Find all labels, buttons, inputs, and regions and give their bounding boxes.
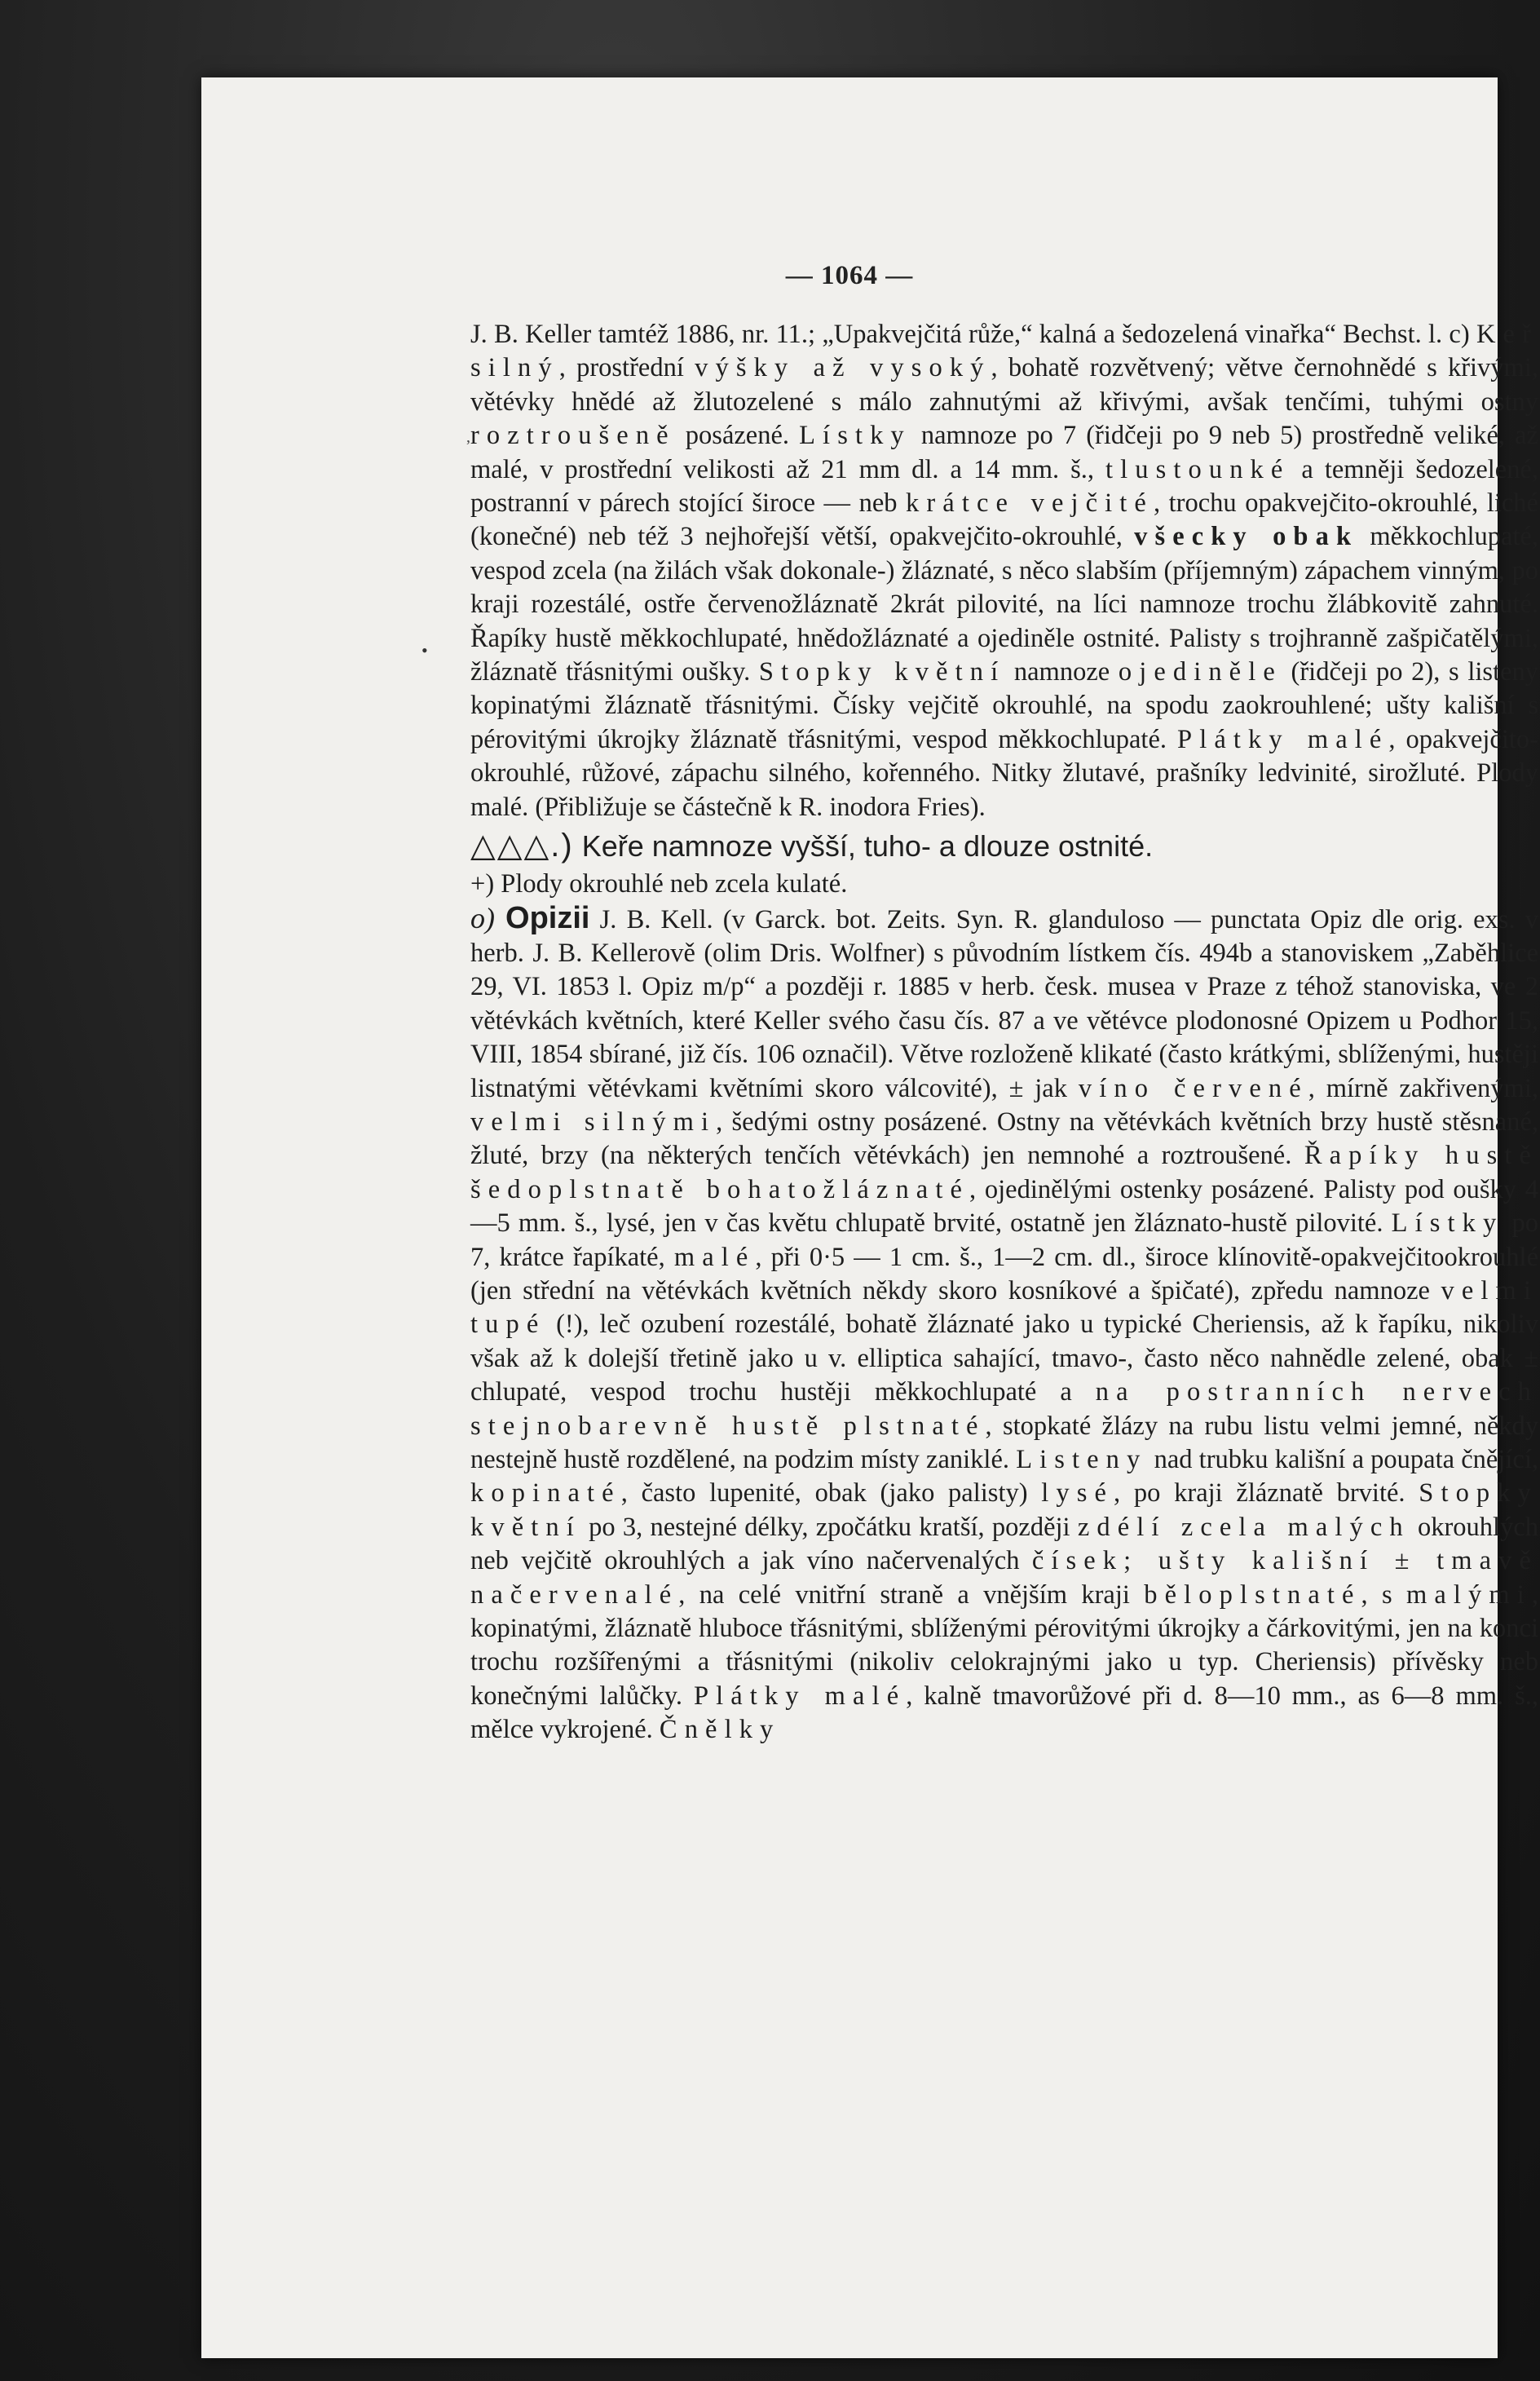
spaced-term: kopinaté — [470, 1478, 621, 1509]
spaced-term: Listeny — [1016, 1445, 1148, 1474]
text-run: , ojedinělými ostenky posázené. Palisty pod oušky 4—5 mm. š., lysé, jen v čas květu chlupatě brvité, ostatně jen žláznato-hustě pilovité. — [470, 1174, 1538, 1239]
text-run: (!), leč ozubení rozestálé, bohatě žláznaté jako u typické Cheriensis, až k řapíku, nikoliv však až k dolejší třetině jako u v. elliptica sahající, tmavo-, často něco nahnědle zelené, obak ± chlupaté, vespod trochu hustěji měkkochlupaté a — [470, 1310, 1538, 1407]
text-run: nad trubku kališní a poupata čnějící, — [1147, 1445, 1538, 1474]
heading-text: Keře namnoze vyšší, tuho- a dlouze ostnité. — [573, 829, 1154, 864]
spaced-term: krátce vejčité — [906, 488, 1154, 519]
spaced-term: čísek; ušty kališní ± tmavě načervenalé — [470, 1546, 1538, 1610]
spaced-term: všecky obak — [1134, 522, 1359, 552]
spaced-term: Stopky květní — [758, 657, 1006, 687]
spaced-term: ojediněle — [1118, 657, 1282, 687]
spaced-term: Čnělky — [659, 1715, 781, 1745]
text-run: , stopkaté žlázy na rubu listu velmi jemné, někdy nestejně hustě rozdělené, na podzim místy zaniklé. — [470, 1411, 1539, 1474]
text-run: J. B. Kell. (v Garck. bot. Zeits. Syn. R. glanduloso — punctata Opiz dle orig. exs. v herb. J. B. Kellerově (olim Dris. Wolfner) s původním lístkem čís. 494b a stanoviskem „Zaběhlice 29, VI. 1853 l. Opiz m/p“ a později r. 1885 v herb. česk. musea v Praze z téhož stanoviska, ve 2 větévkách květních, které Keller svého času čís. 87 a ve větévce plodonosné Opizem u Podhor 15, VIII, 1854 sbírané, již čís. 106 označil). Větve rozloženě klikaté (často krátkými, sblíženými, hustěji listnatými větévkami květními skoro válcovité), ± jak — [470, 904, 1538, 1103]
spaced-term: Lístky — [799, 421, 911, 451]
text-run: , kalně tmavorůžové při d. 8—10 mm., as 6—8 mm. š., mělce vykrojené. — [470, 1681, 1538, 1745]
spaced-term: Lístky — [1391, 1208, 1504, 1239]
text-run: měkkochlupaté, vespod zcela (na žilách však dokonale-) žláznaté, s něco slabším (příjemným) zápachem vinným, po kraji rozestálé, ostře červenožláznatě 2krát pilovité, na líci namnoze trochu žlábkovitě zahnuté. Řapíky hustě měkkochlupaté, hnědožláznaté a ojediněle ostnité. Palisty s trojhranně zašpičatělými, žláznatě třásnitými oušky. — [470, 522, 1539, 687]
section-heading — [470, 824, 1538, 868]
text-run: okrouhlých neb vejčitě okrouhlých a jak víno načervenalých — [470, 1512, 1538, 1576]
text-run: namnoze po 7 (řidčeji po 9 neb 5) prostředně veliké, až malé, v prostřední velikosti až 21 mm dl. a 14 mm. š., — [470, 421, 1538, 484]
spaced-term: výšky až vysoký — [695, 353, 991, 383]
spaced-term: víno červené — [1078, 1073, 1308, 1103]
paragraph-keller-description — [470, 318, 1538, 824]
body-text — [470, 318, 1538, 1747]
spaced-term: lysé — [1041, 1478, 1114, 1509]
text-run: , trochu opakvejčito-okrouhlé, liché (konečné) neb též 3 nejhořejší větší, opakvejčito-okrouhlé, — [470, 488, 1538, 552]
text-run: , opakvejčito-okrouhlé, růžové, zápachu silného, kořenného. Nitky žlutavé, prašníky ledvinité, sirožluté. Plody malé. (Přibližuje se částečně k R. inodora Fries). — [470, 724, 1538, 822]
spaced-term: běloplstnaté — [1144, 1579, 1361, 1610]
text-run: , šedými ostny posázené. Ostny na větévkách květních brzy hustě stěsnané, žluté, brzy (na některých tenčích větévkách) jen nemnohé a roztroušené. — [470, 1107, 1538, 1171]
page-number: — 1064 — — [785, 261, 914, 290]
spaced-term: velmi tupé — [470, 1275, 1538, 1340]
text-run: po 7, krátce řapíkaté, — [470, 1208, 1538, 1272]
text-run: a temněji šedozelené, postranní v párech stojící široce — neb — [470, 454, 1538, 519]
margin-tick: , — [466, 428, 470, 446]
spaced-term: Plátky malé — [693, 1681, 907, 1711]
text-run: , po kraji žláznatě brvité. — [1114, 1478, 1419, 1509]
document-page — [201, 77, 1539, 2358]
species-name: Opizii — [505, 900, 590, 935]
spaced-term: velmi silnými — [470, 1107, 717, 1137]
text-run: , na celé vnitřní straně a vnějším kraji — [678, 1579, 1145, 1610]
text-run: (řidčeji po 2), s listeny kopinatými žláznatě třásnitými. Čísky vejčitě okrouhlé, na spodu zaokrouhlené; ušty kališní s pérovitými úkrojky žláznatě třásnitými, vespod měkkochlupaté. — [470, 657, 1539, 754]
text-run: po 3, nestejné délky, zpočátku kratší, později — [580, 1512, 1078, 1542]
spaced-term: Řapíky hustě šedoplstnatě bohatožláznaté — [470, 1141, 1538, 1204]
text-run: , často lupenité, obak (jako palisty) — [620, 1478, 1042, 1509]
spaced-term: Plátky malé — [1177, 724, 1389, 754]
text-run: , bohatě rozvětvený; větve černohnědé s křivými, větévky hnědé až žlutozelené s málo zahnutými až křivými, avšak tenčími, tuhými ostny — [470, 353, 1538, 417]
text-run: , s — [1361, 1579, 1406, 1610]
paragraph-opizii — [470, 902, 1538, 1747]
spaced-term: Stopky květní — [470, 1478, 1538, 1542]
text-run: , prostřední — [558, 353, 695, 383]
spaced-term: roztroušeně — [470, 421, 676, 451]
spaced-term: malé — [673, 1242, 756, 1272]
triangle-marks: △△△.) — [470, 828, 574, 864]
text-run: , mírně zakřivenými, — [1308, 1073, 1538, 1103]
text-run: namnoze — [1005, 657, 1119, 687]
text-run: , kopinatými, žláznatě hluboce třásnitými, sblíženými pérovitými úkrojky a čárkovitými, jen na konci trochu rozšířenými a třásnitými (nikoliv celokrajnými jako u typ. Cheriensis) přívěsky neb konečnými lalůčky. — [470, 1579, 1539, 1711]
spaced-term: na postranních nervech stejnobarevně hustě plstnaté — [470, 1377, 1538, 1441]
text-run: posázené. — [675, 421, 800, 451]
margin-dot: • — [421, 640, 428, 660]
text-run: o) — [470, 901, 506, 934]
text-run: J. B. Keller tamtéž 1886, nr. 11.; „Upakvejčitá růže,“ kalná a šedozelená vinařka“ Bechst. l. c) — [470, 320, 1476, 349]
text-run: , při 0·5 — 1 cm. š., 1—2 cm. dl., široce klínovitě-opakvejčitookrouhlé (jen střední na větévkách květních někdy skoro kosníkové a špičaté), zpředu namnoze — [470, 1242, 1538, 1305]
spaced-term: zdélí zcela malých — [1077, 1512, 1410, 1542]
spaced-term: Keř silný — [470, 320, 1538, 383]
spaced-term: malými — [1405, 1579, 1532, 1610]
subsection-heading: +) Plody okrouhlé neb zcela kulaté. — [470, 869, 848, 899]
spaced-term: tlustounké — [1105, 454, 1291, 484]
